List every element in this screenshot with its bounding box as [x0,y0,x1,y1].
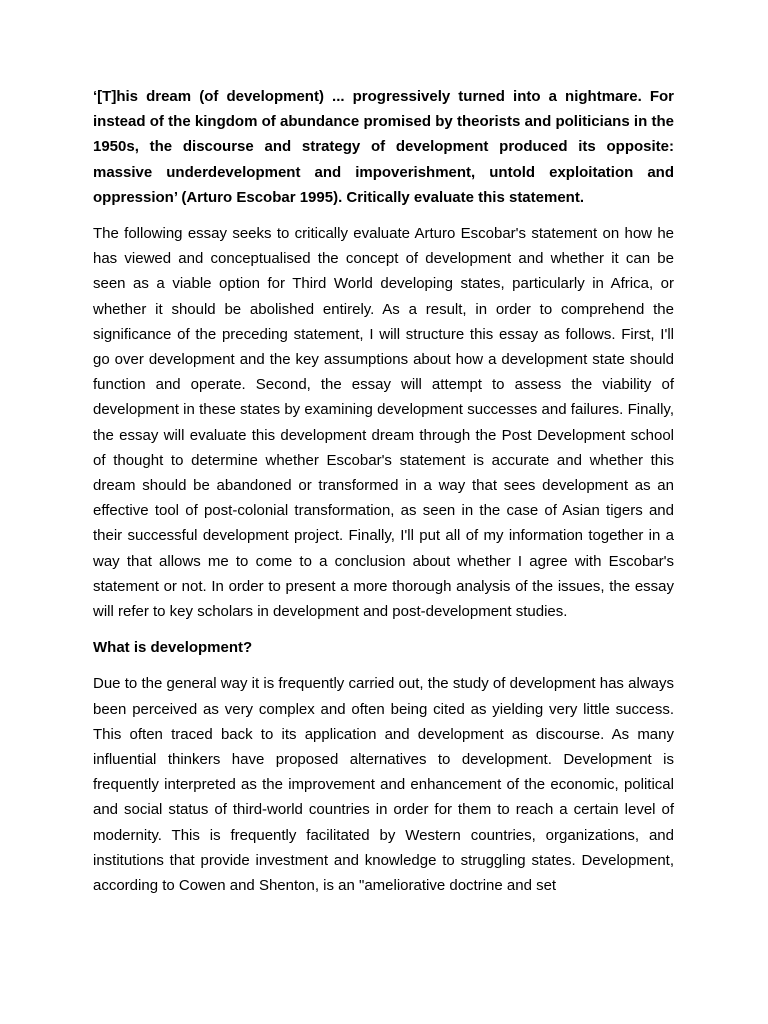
section-heading: What is development? [93,639,253,657]
document-page [93,84,674,909]
section-paragraph: Due to the general way it is frequently carried out, the study of development has always been perceived as very complex and often being cited as yielding very little success. This often traced back to its application and development as discourse. As many influential thinkers have proposed alternatives to development. Development is frequently interpreted as the improvement and enhancement of the economic, political and social status of third-world countries in order for them to reach a certain level of modernity. This is frequently facilitated by Western countries, organizations, and institutions that provide investment and knowledge to struggling states. Development, according to Cowen and Shenton, is an "ameliorative doctrine and set [93,675,674,895]
intro-paragraph: The following essay seeks to critically evaluate Arturo Escobar's statement on how he has viewed and conceptualised the concept of development and whether it can be seen as a viable option for Third World developing states, particularly in Africa, or whether it should be abolished entirely. As a result, in order to comprehend the significance of the preceding statement, I will structure this essay as follows. First, I'll go over development and the key assumptions about how a development state should function and operate. Second, the essay will attempt to assess the viability of development in these states by examining development successes and failures. Finally, the essay will evaluate this development dream through the Post Development school of thought to determine whether Escobar's statement is accurate and whether this dream should be abandoned or transformed in a way that sees development as an effective tool of post-colonial transformation, as seen in the case of Asian tigers and their successful development project. Finally, I'll put all of my information together in a way that allows me to come to a conclusion about whether I agree with Escobar's statement or not. In order to present a more thorough analysis of the issues, the essay will refer to key scholars in development and post-development studies. [93,225,674,621]
essay-question: ‘[T]his dream (of development) ... progressively turned into a nightmare. For instead of the kingdom of abundance promised by theorists and politicians in the 1950s, the discourse and strategy of development produced its opposite: massive underdevelopment and impoverishment, untold exploitation and oppression’ (Arturo Escobar 1995). Critically evaluate this statement. [93,88,674,206]
